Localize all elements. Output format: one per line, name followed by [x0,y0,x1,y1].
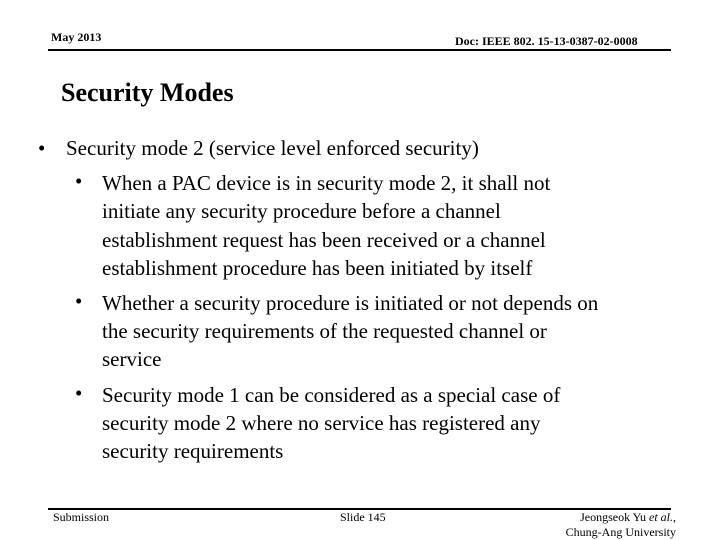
bullet-level2-3-line: security mode 2 where no service has registered any [102,411,541,435]
footer-submission: Submission [53,510,110,524]
footer-author-name: Jeongseok Yu [580,510,649,524]
slide-title: Security Modes [61,78,234,107]
bullet-level2-2-line: Whether a security procedure is initiated or not depends on [102,291,599,315]
bullet-level2-2-line: service [102,347,162,371]
footer-affiliation: Chung-Ang University [565,525,676,539]
bullet-level2-1-line: establishment procedure has been initiated by itself [102,256,533,280]
bullet-level2-1-line: establishment request has been received or a channel [102,228,546,252]
footer-author-etal: et al. [649,510,673,524]
footer-author-block [500,510,676,540]
footer-slide-number: Slide 145 [340,510,386,524]
bullet-level2-1-line: When a PAC device is in security mode 2, it shall not [102,171,551,195]
bullet-level2-2-line: the security requirements of the requested channel or [102,319,547,343]
bullet-level2-3-line: security requirements [102,439,284,463]
bullet-level2-2: • [75,289,83,313]
footer-author-suffix: , [673,510,676,524]
bullet-level2-1-line: initiate any security procedure before a channel [102,199,501,223]
bullet-level2-1: • [75,169,83,193]
bullet-level2-3-line: Security mode 1 can be considered as a special case of [102,383,561,407]
header-date: May 2013 [51,30,102,44]
header-divider [48,49,671,51]
bullet-level1-text: Security mode 2 (service level enforced security) [66,136,479,160]
bullet-level1: • [38,136,46,160]
header-doc-id: Doc: IEEE 802. 15-13-0387-02-0008 [455,34,638,48]
footer-author [500,510,676,525]
bullet-level2-3: • [75,381,83,405]
